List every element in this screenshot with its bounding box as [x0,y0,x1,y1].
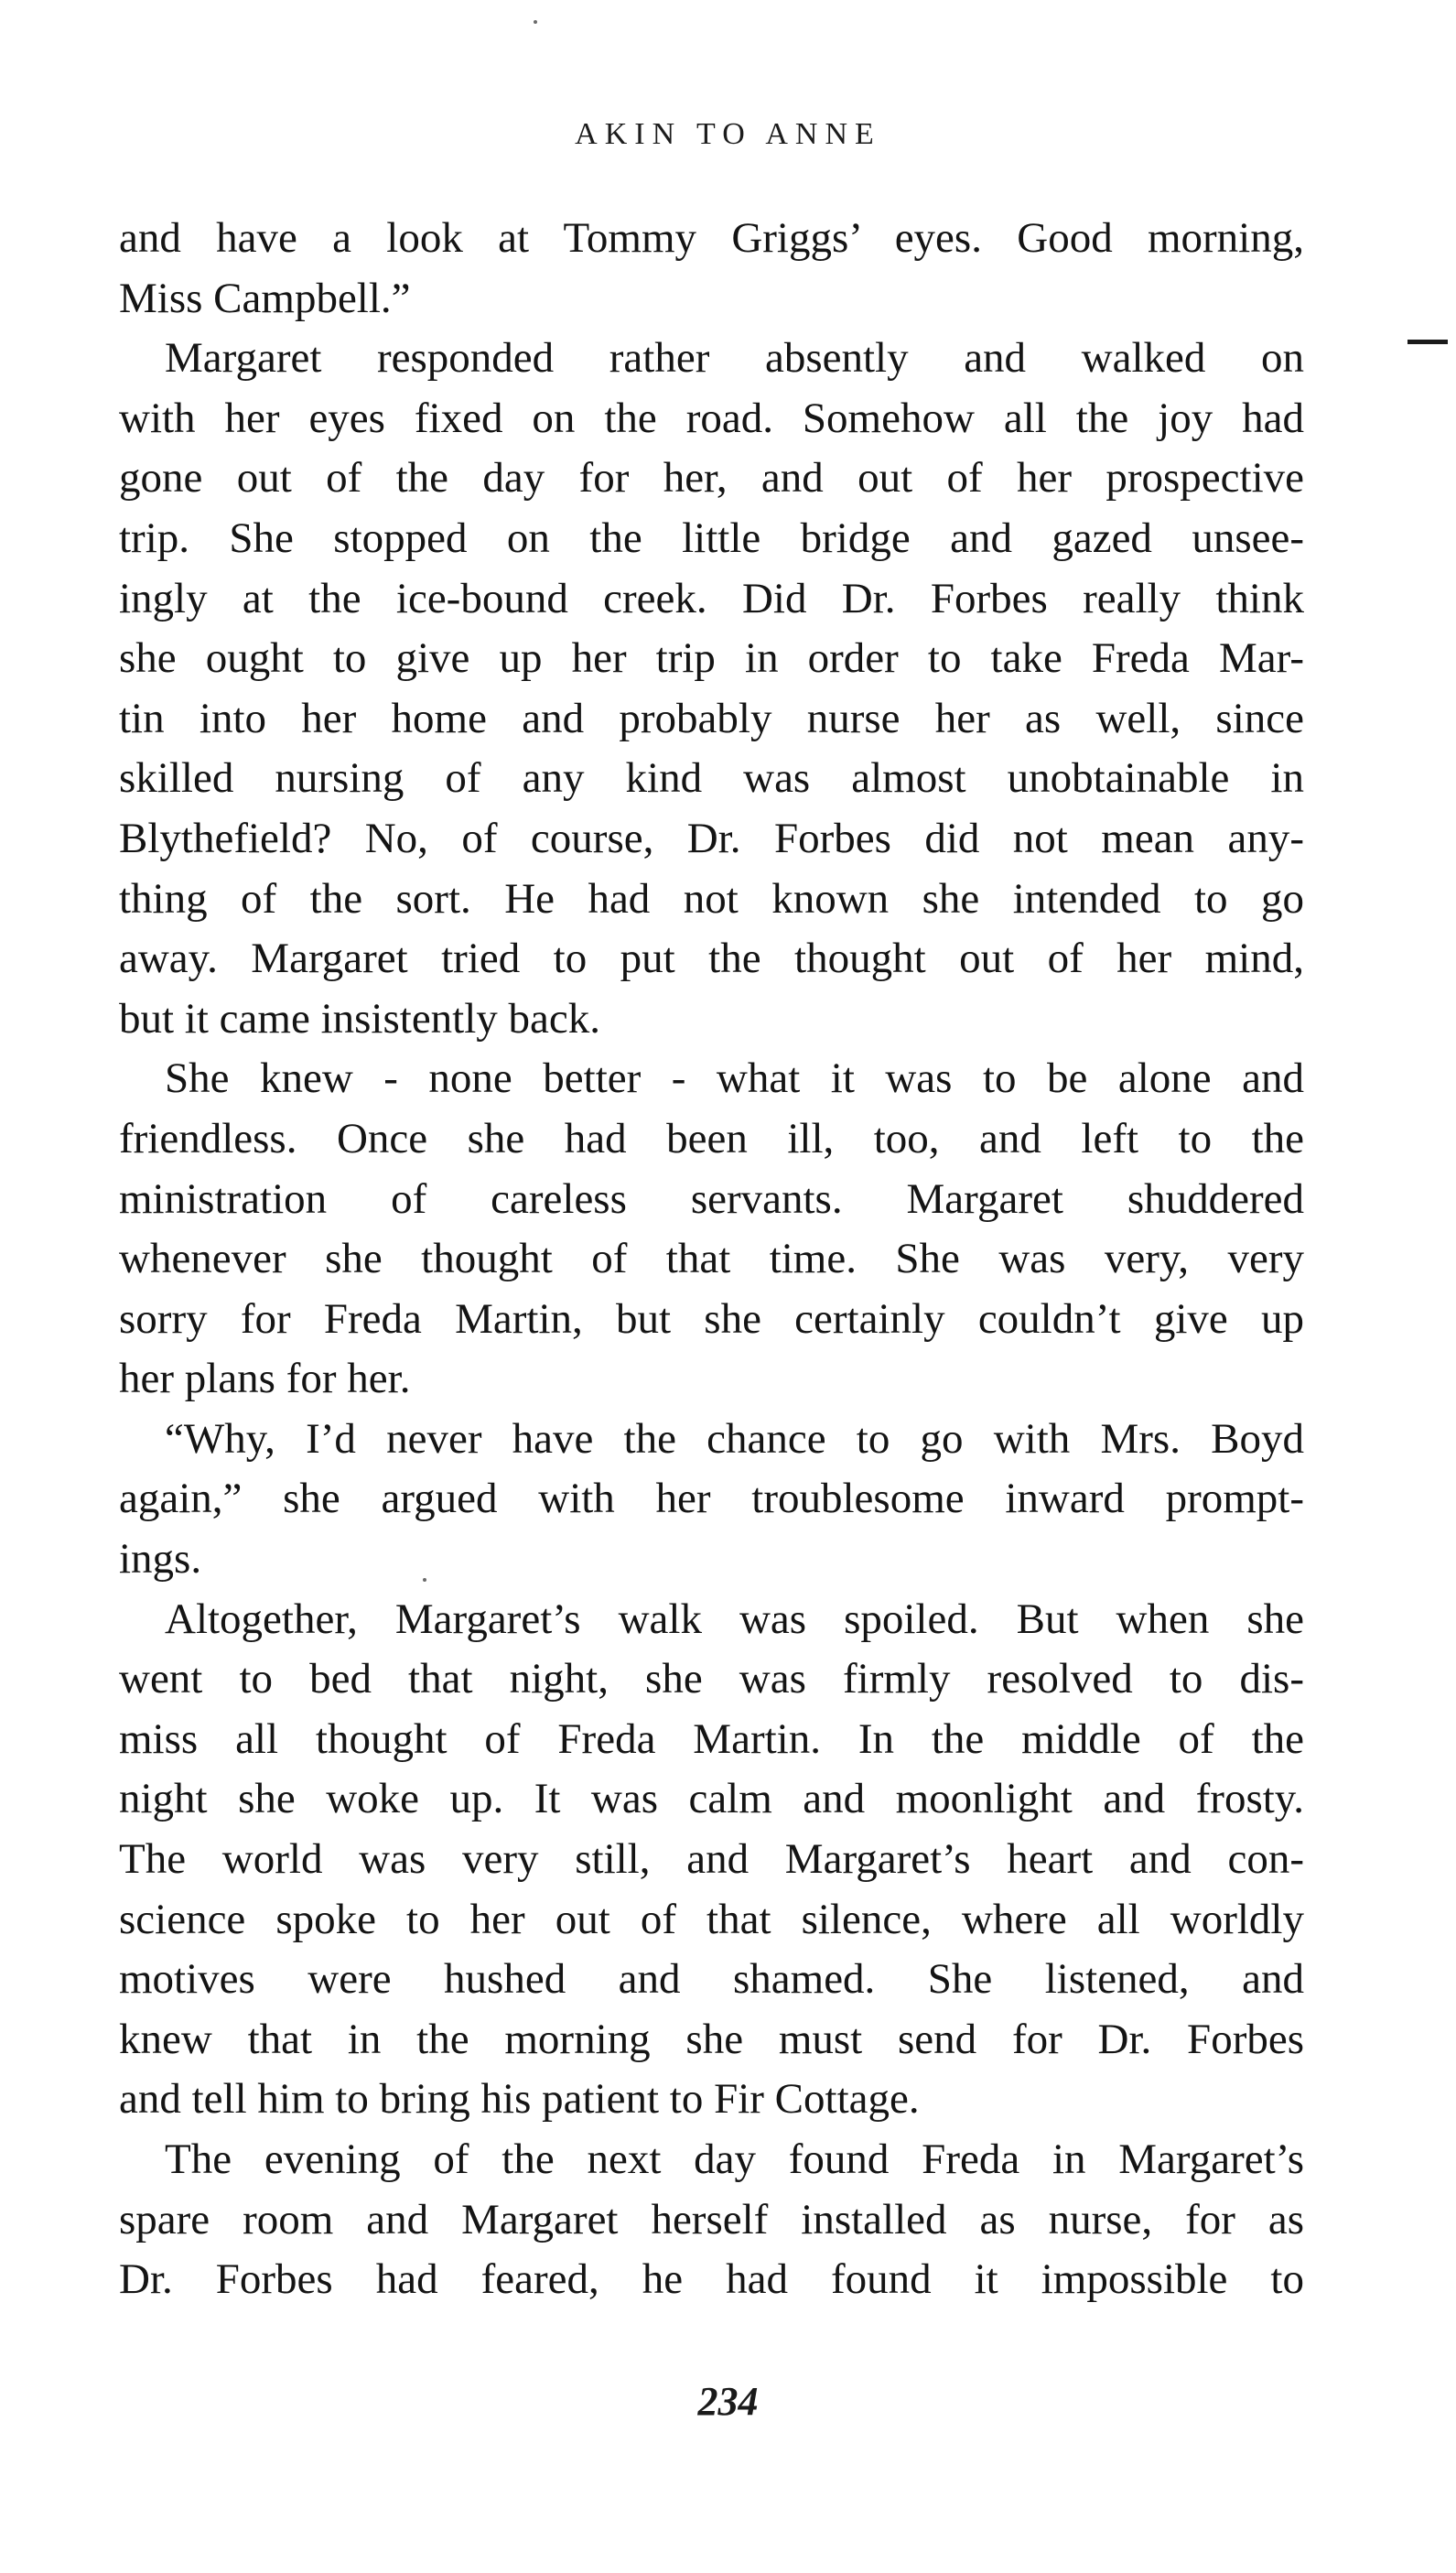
text-line: Dr. Forbes had feared, he had found it impossible to [119,2255,1304,2304]
paragraph [119,1410,1304,1590]
text-line: away. Margaret tried to put the thought out of her mind, [119,935,1304,983]
running-header: AKIN TO ANNE [575,117,881,151]
text-line: The evening of the next day found Freda in Margaret’s [165,2135,1304,2183]
body-text [119,209,1304,2310]
text-line: She knew - none better - what it was to be alone and [165,1054,1304,1103]
text-line: tin into her home and probably nurse her as well, since [119,694,1304,742]
text-line: trip. She stopped on the little bridge and gazed unsee- [119,514,1304,562]
text-line: sorry for Freda Martin, but she certainly couldn’t give up [119,1294,1304,1343]
text-line: Miss Campbell.” [119,274,411,322]
text-line: friendless. Once she had been ill, too, and left to the [119,1114,1304,1162]
text-line: knew that in the morning she must send for Dr. Forbes [119,2015,1304,2063]
margin-dash-mark [1407,340,1448,344]
text-line: Altogether, Margaret’s walk was spoiled. But when she [165,1595,1304,1643]
text-line: with her eyes fixed on the road. Somehow all the joy had [119,394,1304,442]
paragraph [119,1590,1304,2130]
text-line: thing of the sort. He had not known she intended to go [119,874,1304,923]
text-line: Margaret responded rather absently and walked on [165,334,1304,383]
text-line: Blythefield? No, of course, Dr. Forbes did not mean any- [119,814,1304,862]
text-line: ings. [119,1535,202,1584]
paragraph [119,209,1304,329]
text-line: motives were hushed and shamed. She listened, and [119,1955,1304,2004]
text-line: ingly at the ice-bound creek. Did Dr. Forbes really think [119,574,1304,622]
paragraph [119,1049,1304,1410]
text-line: spare room and Margaret herself installed as nurse, for as [119,2195,1304,2243]
text-line: The world was very still, and Margaret’s heart and con- [119,1835,1304,1884]
text-line: ministration of careless servants. Margaret shuddered [119,1174,1304,1223]
paragraph [119,2130,1304,2310]
text-line: again,” she argued with her troublesome inward prompt- [119,1475,1304,1523]
text-line: night she woke up. It was calm and moonlight and frosty. [119,1775,1304,1823]
print-speck [534,20,537,24]
text-line: whenever she thought of that time. She was very, very [119,1235,1304,1283]
text-line: but it came insistently back. [119,994,601,1043]
text-line: science spoke to her out of that silence, where all worldly [119,1895,1304,1943]
page-number: 234 [697,2379,759,2424]
text-line: went to bed that night, she was firmly resolved to dis- [119,1655,1304,1703]
paragraph [119,329,1304,1049]
text-line: and tell him to bring his patient to Fir Cottage. [119,2075,920,2124]
text-line: her plans for her. [119,1355,411,1403]
text-line: skilled nursing of any kind was almost unobtainable in [119,754,1304,803]
text-line: “Why, I’d never have the chance to go with Mrs. Boyd [165,1414,1304,1463]
text-line: miss all thought of Freda Martin. In the middle of the [119,1714,1304,1763]
text-line: gone out of the day for her, and out of her prospective [119,454,1304,503]
text-line: and have a look at Tommy Griggs’ eyes. Good morning, [119,214,1304,262]
text-line: she ought to give up her trip in order to take Freda Mar- [119,634,1304,683]
